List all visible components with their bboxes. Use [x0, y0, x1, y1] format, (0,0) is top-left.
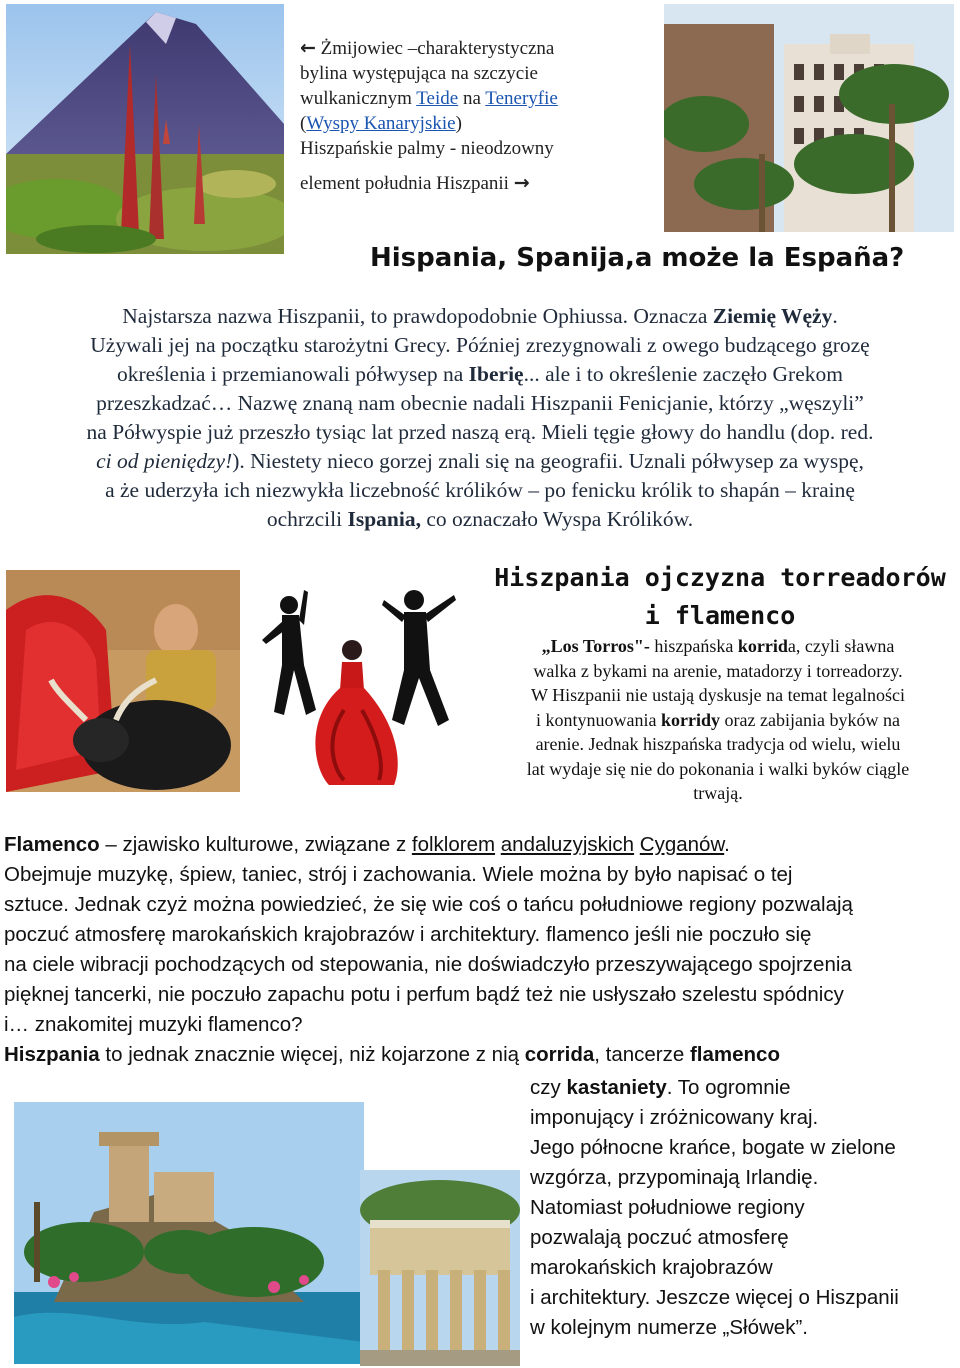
final-line: czy kastaniety. To ogromnie	[530, 1076, 791, 1099]
caption-line: (Wyspy Kanaryjskie)	[300, 113, 462, 134]
final-paragraph	[530, 1073, 958, 1343]
side-line: trwają.	[693, 783, 743, 803]
coastal-castle-photo	[14, 1102, 364, 1364]
arrow-right-icon: →	[513, 172, 530, 194]
side-line: lat wydaje się nie do pokonania i walki byków ciągle	[526, 758, 910, 779]
bullfight-photo	[6, 570, 240, 792]
flamenco-paragraph	[4, 830, 954, 1070]
cyganie-link[interactable]: Cyganów	[639, 833, 725, 856]
side-line: i kontynuowania korridy oraz zabijania byków na	[536, 709, 900, 730]
final-line: imponujący i zróżnicowany kraj.	[530, 1106, 819, 1129]
caption-line: wulkanicznym Teide na Teneryfie	[300, 88, 558, 109]
caption-line: Hiszpańskie palmy - nieodzowny	[300, 138, 554, 159]
andaluzja-link[interactable]: andaluzyjskich	[500, 833, 635, 856]
section-heading-torreadors	[480, 562, 960, 638]
final-line: Jego północne krańce, bogate w zielone	[530, 1136, 896, 1159]
side-line: „Los Torros"- hiszpańska korrida, czyli sławna	[541, 636, 895, 656]
heading-line: Hiszpania ojczyzna torreadorów	[494, 563, 946, 592]
teide-link[interactable]: Teide	[416, 88, 459, 109]
page-title: Hispania, Spanija,a może la España?	[370, 243, 905, 273]
top-caption	[300, 36, 660, 196]
flamenco-line: na ciele wibracji pochodzących od stepowania, nie doświadczyło przeszywającego spojrzenia	[4, 953, 852, 976]
palm-trees-photo	[664, 4, 954, 232]
final-line: pozwalają poczuć atmosferę	[530, 1226, 789, 1249]
caption-line: Żmijowiec –charakterystyczna	[320, 38, 555, 59]
side-line: arenie. Jednak hiszpańska tradycja od wielu, wielu	[535, 734, 901, 754]
flamenco-line: i… znakomitej muzyki flamenco?	[4, 1013, 303, 1036]
folklor-link[interactable]: folklorem	[411, 833, 496, 856]
intro-line: przeszkadzać… Nazwę znaną nam obecnie nadali Hiszpanii Fenicjanie, którzy „węszyli”	[96, 391, 864, 415]
final-line: Natomiast południowe regiony	[530, 1196, 805, 1219]
final-line: marokańskich krajobrazów	[530, 1256, 773, 1279]
canary-islands-link[interactable]: Wyspy Kanaryjskie	[306, 113, 456, 134]
arrow-left-icon: ←	[300, 37, 316, 59]
flamenco-line: sztuce. Jednak czyż można powiedzieć, że się wie coś o tańcu południowe regiony pozwalają	[4, 893, 853, 916]
intro-line: ochrzcili Ispania, co oznaczało Wyspa Królików.	[266, 507, 694, 531]
teneryfa-link[interactable]: Teneryfie	[485, 88, 558, 109]
teide-volcano-photo	[6, 4, 284, 254]
intro-line: ci od pieniędzy!). Niestety nieco gorzej znali się na geografii. Uznali półwysep za wyspę,	[96, 449, 864, 473]
flamenco-line: poczuć atmosferę marokańskich krajobrazów i architektury. flamenco jeśli nie poczuło się	[4, 923, 812, 946]
intro-line: Najstarsza nazwa Hiszpanii, to prawdopodobnie Ophiussa. Oznacza Ziemię Węży.	[122, 304, 838, 328]
flamenco-line: Flamenco – zjawisko kulturowe, związane z folklorem andaluzyjskich Cyganów.	[4, 833, 730, 856]
final-line: w kolejnym numerze „Słówek”.	[530, 1316, 808, 1339]
side-line: walka z bykami na arenie, matadorzy i torreadorzy.	[533, 660, 903, 681]
flamenco-line: Hiszpania to jednak znacznie więcej, niż kojarzone z nią corrida, tancerze flamenco	[4, 1043, 780, 1066]
side-line: W Hiszpanii nie ustają dyskusje na temat legalności	[530, 685, 906, 705]
final-line: i architektury. Jeszcze więcej o Hiszpanii	[530, 1286, 899, 1309]
bullfight-text	[480, 634, 956, 806]
intro-line: a że uderzyła ich niezwykła liczebność królików – po fenicku królik to shapán – krainę	[105, 478, 855, 502]
final-line: wzgórza, przypominają Irlandię.	[530, 1166, 819, 1189]
flamenco-line: pięknej tancerki, nie poczuło zapachu potu i perfum bądź też nie usłyszało szelestu spódnicy	[4, 983, 844, 1006]
park-guell-photo	[360, 1170, 520, 1366]
intro-line: Używali jej na początku starożytni Grecy. Później zrezygnowali z owego budzącego grozę	[90, 333, 870, 357]
caption-line: element południa Hiszpanii →	[300, 172, 530, 194]
flamenco-dancers-photo	[244, 570, 476, 792]
heading-line: i flamenco	[644, 601, 796, 630]
intro-paragraph	[0, 302, 960, 534]
caption-line: bylina występująca na szczycie	[300, 63, 538, 84]
intro-line: określenia i przemianowali półwysep na Iberię... ale i to określenie zaczęło Grekom	[117, 362, 843, 386]
flamenco-line: Obejmuje muzykę, śpiew, taniec, strój i zachowania. Wiele można by było napisać o tej	[4, 863, 793, 886]
intro-line: na Półwyspie już przeszło tysiąc lat przed naszą erą. Mieli tęgie głowy do handlu (dop. red.	[86, 420, 874, 444]
